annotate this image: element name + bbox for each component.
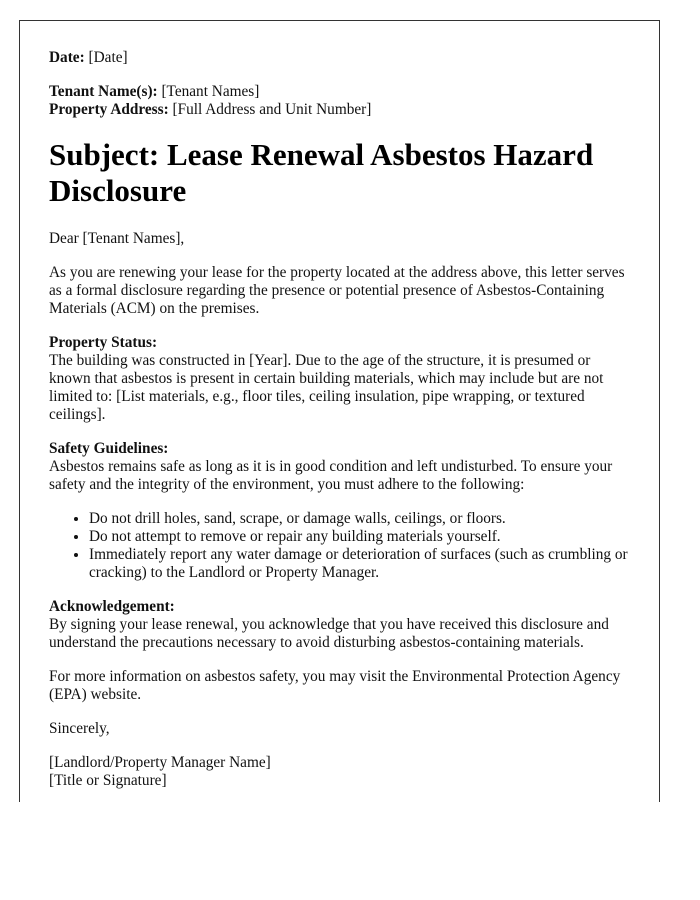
intro-paragraph: As you are renewing your lease for the property located at the address above, this letter serves as a formal disclosure regarding the presence or potential presence of Asbestos-Containing Materials (ACM) on the premises. <box>49 264 625 317</box>
address-label: Property Address: <box>49 101 169 118</box>
letter-content <box>49 49 633 790</box>
acknowledgement-text: By signing your lease renewal, you acknowledge that you have received this disclosure and understand the precautions necessary to avoid disturbing asbestos-containing materials. <box>49 616 609 651</box>
more-info-paragraph: For more information on asbestos safety, you may visit the Environmental Protection Agency (EPA) website. <box>49 668 621 703</box>
tenant-line <box>49 83 633 101</box>
address-value: [Full Address and Unit Number] <box>168 101 372 118</box>
letter-page <box>19 20 660 802</box>
safety-text: Asbestos remains safe as long as it is in good condition and left undisturbed. To ensure your safety and the integrity of the environment, you must adhere to the following: <box>49 458 613 493</box>
property-status-heading: Property Status: <box>49 334 158 351</box>
signer-name: [Landlord/Property Manager Name] <box>49 754 271 771</box>
safety-list <box>49 510 633 582</box>
safety-section <box>49 440 633 582</box>
date-line <box>49 49 633 67</box>
tenant-label: Tenant Name(s): <box>49 83 158 100</box>
date-label: Date: <box>49 49 85 66</box>
tenant-value: [Tenant Names] <box>157 83 260 100</box>
list-item: • Do not attempt to remove or repair any building materials yourself. <box>89 528 633 546</box>
property-status-text: The building was constructed in [Year]. Due to the age of the structure, it is presumed or known that asbestos is present in certain building materials, which may include but are not limited to: [List materials, e.g., floor tiles, ceiling insulation, pipe wrapping, or textured ceilings]. <box>49 352 604 423</box>
list-item: • Immediately report any water damage or deterioration of surfaces (such as crumbling or cracking) to the Landlord or Property Manager. <box>89 546 633 582</box>
salutation: Dear [Tenant Names], <box>49 230 185 247</box>
tenant-info <box>49 83 633 119</box>
acknowledgement-section <box>49 598 633 652</box>
list-item: • Do not drill holes, sand, scrape, or damage walls, ceilings, or floors. <box>89 510 633 528</box>
acknowledgement-heading: Acknowledgement: <box>49 598 175 615</box>
property-status-section <box>49 334 633 424</box>
address-line <box>49 101 633 119</box>
subject-heading: Subject: Lease Renewal Asbestos Hazard Disclosure <box>49 137 594 208</box>
safety-heading: Safety Guidelines: <box>49 440 169 457</box>
signer-title: [Title or Signature] <box>49 772 167 789</box>
closing: Sincerely, <box>49 720 110 737</box>
date-value: [Date] <box>84 49 128 66</box>
